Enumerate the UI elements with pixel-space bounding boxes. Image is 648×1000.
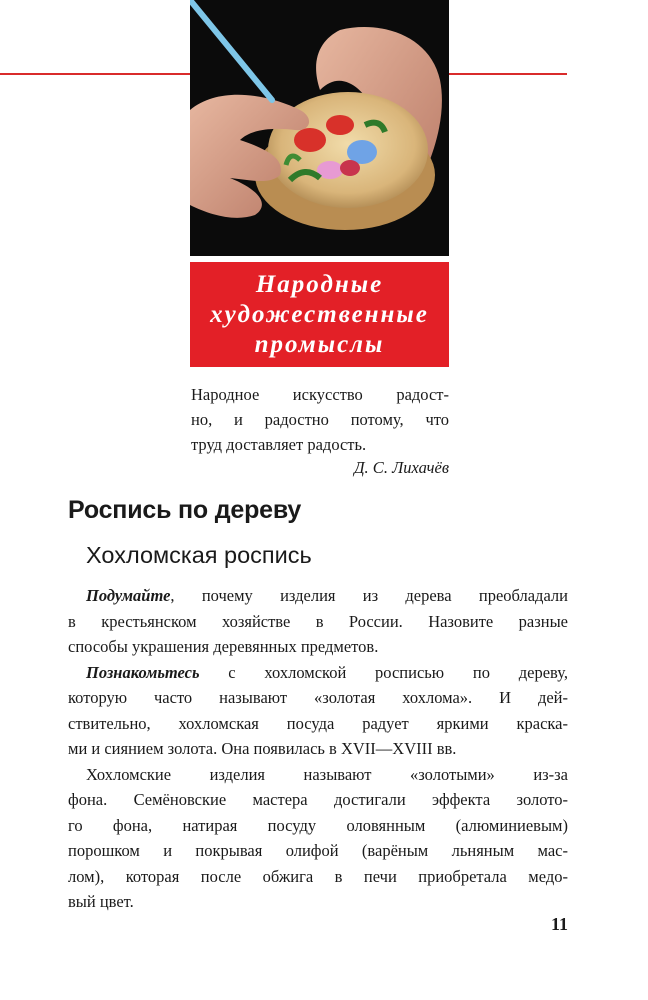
paragraph-line: лом), которая после обжига в печи приобретала медо- [68, 866, 568, 886]
paragraph-text: с хохломской росписью по дереву, [199, 662, 568, 682]
paragraph-line [68, 583, 568, 609]
epigraph-line: но, и радостно потому, что [191, 410, 449, 429]
epigraph-line: труд доставляет радость. [191, 435, 367, 454]
chapter-title-line: Народные [255, 270, 384, 298]
page-number: 11 [550, 914, 568, 934]
lead-word: Познакомьтесь [86, 662, 200, 682]
epigraph-line: Народное искусство радост- [191, 385, 449, 404]
paragraph-line: порошком и покрывая олифой (варёным льняным мас- [68, 841, 568, 860]
lead-word: Подумайте [86, 586, 171, 605]
paragraph-text: , почему изделия из дерева преобладали [170, 586, 568, 605]
paragraph-line: вый цвет. [68, 892, 134, 911]
chapter-title [210, 270, 429, 360]
epigraph [191, 382, 449, 480]
header-rule-left [0, 73, 190, 75]
paragraph-line: Хохломские изделия называют «золотыми» из-за [86, 764, 568, 784]
chapter-title-line: промыслы [254, 330, 385, 358]
chapter-banner [190, 262, 449, 367]
paragraph-line: фона. Семёновские мастера достигали эффекта золото- [68, 790, 568, 809]
chapter-title-line: художественные [210, 300, 429, 328]
paragraph-line: способы украшения деревянных предметов. [68, 637, 379, 656]
painting-photo [190, 0, 449, 256]
body-text [68, 583, 568, 915]
paragraph-line: в крестьянском хозяйстве в России. Назовите разные [68, 611, 568, 631]
section-title: Роспись по дереву [68, 496, 302, 524]
subsection-title: Хохломская роспись [86, 542, 312, 568]
paragraph-line [68, 660, 568, 686]
paragraph-line: го фона, натирая посуду оловянным (алюминиевым) [68, 815, 568, 835]
painted-box-illustration [190, 0, 449, 256]
epigraph-author: Д. С. Лихачёв [354, 458, 449, 477]
paragraph-line: ми и сиянием золота. Она появилась в XVII—XVIII вв. [68, 739, 457, 758]
paragraph-line: ствительно, хохломская посуда радует яркими краска- [68, 713, 568, 733]
header-rule-right [449, 73, 567, 75]
paragraph-line: которую часто называют «золотая хохлома». И дей- [68, 688, 568, 707]
